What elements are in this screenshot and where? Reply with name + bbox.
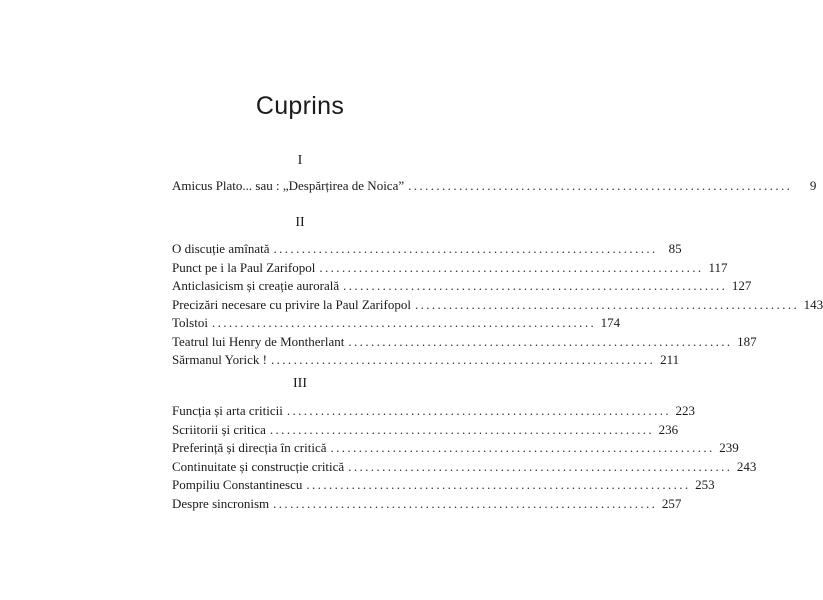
dot-leader: ....................................................................: [286, 403, 672, 418]
dot-leader: ....................................................................: [273, 241, 658, 256]
toc-entry-page: 211: [660, 352, 680, 367]
toc-entry[interactable]: [172, 278, 752, 297]
dot-leader: ....................................................................: [414, 296, 800, 312]
toc-entry-title: Funcția și arta criticii: [172, 403, 283, 418]
toc-entry[interactable]: [172, 315, 621, 334]
toc-entry-page: 243: [736, 458, 757, 474]
dot-leader: ....................................................................: [211, 315, 597, 330]
toc-entry-title: Anticlasicism și creație aurorală: [172, 278, 340, 293]
dot-leader: ....................................................................: [319, 259, 704, 275]
toc-entry-page: 143: [803, 296, 823, 312]
toc-entry-page: 236: [658, 421, 679, 437]
dot-leader: ....................................................................: [273, 495, 658, 511]
dot-leader: ....................................................................: [306, 477, 691, 492]
dot-leader: ....................................................................: [408, 178, 793, 193]
section-numeral-i: I: [297, 153, 303, 168]
toc-entry[interactable]: [172, 178, 817, 197]
dot-leader: ....................................................................: [269, 421, 655, 437]
toc-entry-page: 187: [737, 333, 757, 349]
toc-entry-title: Pompiliu Constantinescu: [172, 477, 303, 492]
toc-entry[interactable]: [172, 440, 739, 459]
toc-entry[interactable]: [172, 403, 696, 422]
toc-entry-title: O discuție amînată: [172, 241, 270, 256]
toc-entry-title: Precizări necesare cu privire la Paul Zarifopol: [172, 296, 411, 312]
toc-section-iii: [172, 403, 757, 514]
toc-section-ii: [172, 241, 823, 371]
toc-entry-page: 223: [675, 403, 696, 418]
toc-entry[interactable]: [172, 333, 757, 353]
toc-entry-title: Tolstoi: [172, 315, 208, 330]
toc-entry[interactable]: [172, 458, 757, 478]
toc-entry-title: Sărmanul Yorick !: [172, 352, 267, 367]
toc-entry-page: 127: [731, 278, 752, 293]
toc-entry[interactable]: [172, 241, 682, 260]
section-numeral-ii: II: [295, 215, 305, 230]
toc-section-i: [172, 178, 817, 197]
dot-leader: ....................................................................: [270, 352, 656, 367]
toc-entry-title: Despre sincronism: [172, 495, 270, 511]
dot-leader: ....................................................................: [330, 440, 715, 455]
toc-entry-page: 239: [719, 440, 739, 455]
section-numeral-iii: III: [293, 376, 307, 391]
toc-entry[interactable]: [172, 477, 715, 496]
toc-entry-title: Continuitate și construcție critică: [172, 458, 345, 474]
toc-entry-title: Amicus Plato... sau : „Despărțirea de Noica”: [172, 178, 405, 193]
dot-leader: ....................................................................: [348, 333, 733, 349]
toc-entry[interactable]: [172, 495, 682, 515]
toc-entry-title: Preferință și direcția în critică: [172, 440, 327, 455]
dot-leader: ....................................................................: [343, 278, 728, 293]
toc-entry[interactable]: [172, 259, 728, 279]
toc-entry[interactable]: [172, 421, 679, 441]
dot-leader: ....................................................................: [348, 458, 733, 474]
toc-entry-page: 117: [708, 259, 728, 275]
toc-entry-page: 253: [695, 477, 715, 492]
toc-entry[interactable]: [172, 352, 680, 371]
toc-entry-title: Punct pe i la Paul Zarifopol: [172, 259, 316, 275]
toc-entry-title: Teatrul lui Henry de Montherlant: [172, 333, 345, 349]
page-title: Cuprins: [255, 92, 345, 120]
toc-entry-page: 174: [600, 315, 621, 330]
toc-entry-page: 257: [661, 495, 682, 511]
toc-entry-title: Scriitorii și critica: [172, 421, 266, 437]
toc-entry-page: 85: [668, 241, 682, 256]
toc-entry[interactable]: [172, 296, 823, 316]
toc-entry-page: 9: [809, 178, 817, 193]
